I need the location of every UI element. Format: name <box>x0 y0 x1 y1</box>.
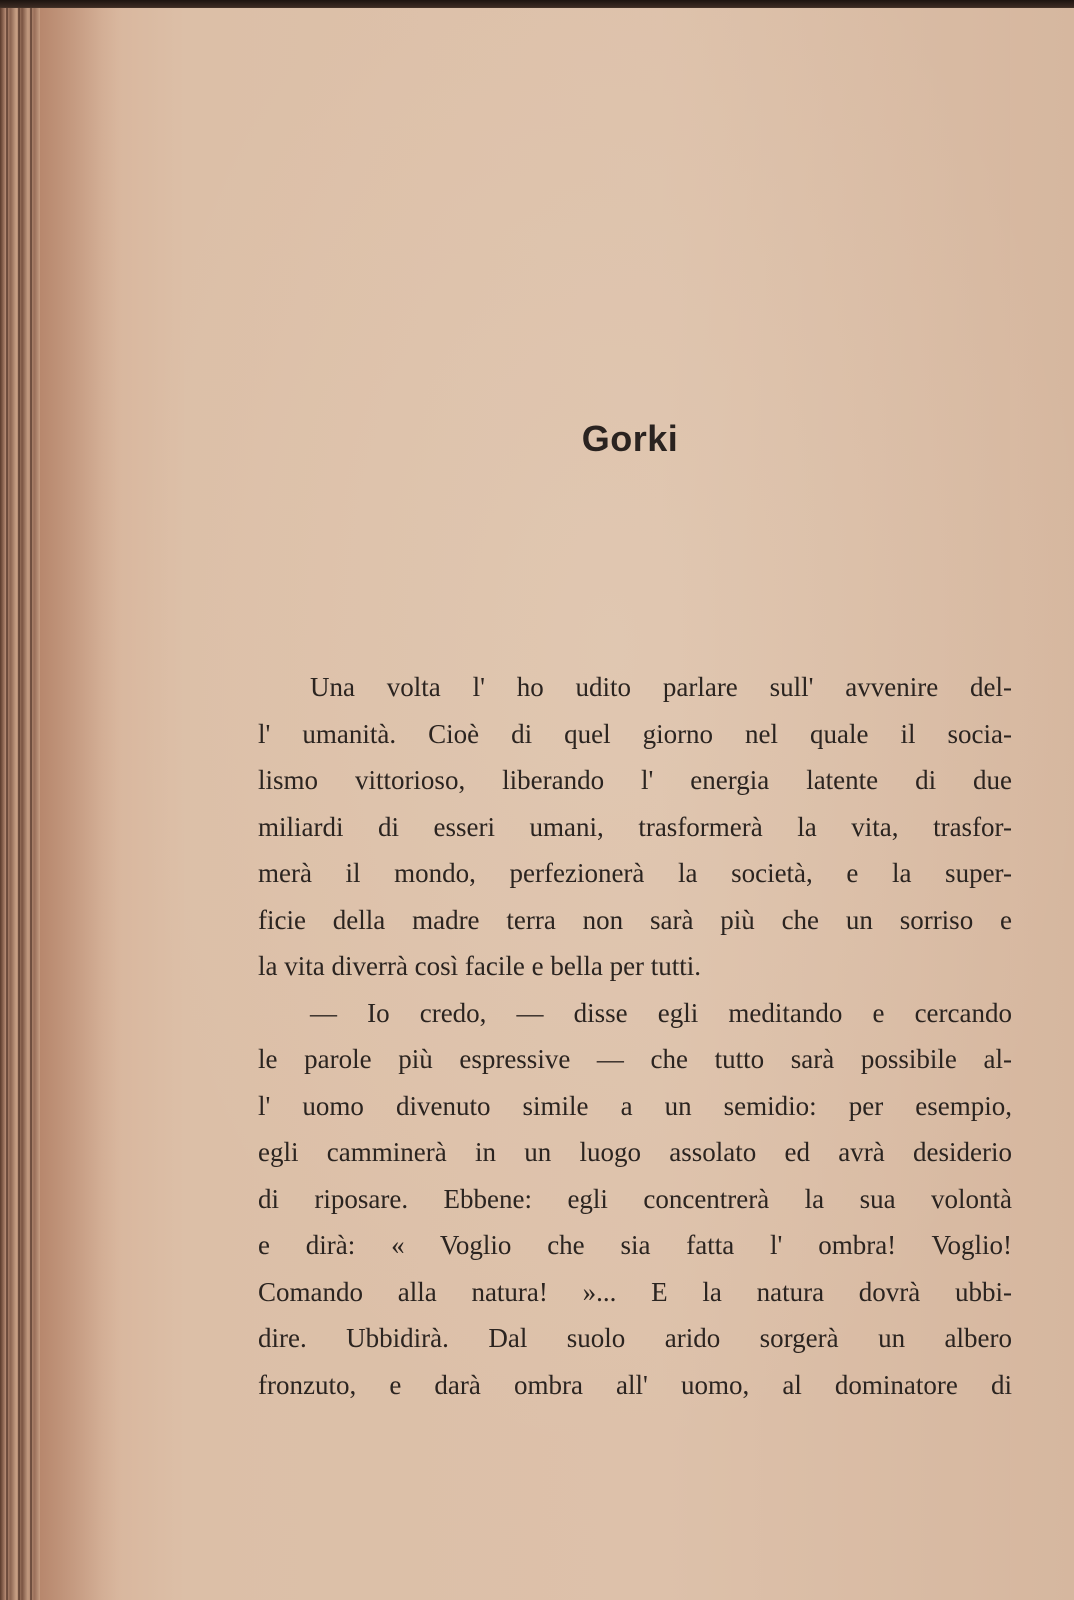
text-line: egli camminerà in un luogo assolato ed avrà desiderio <box>258 1137 1012 1167</box>
text-line: l' uomo divenuto simile a un semidio: per esempio, <box>258 1090 1012 1121</box>
body-text <box>258 664 1012 1408</box>
text-line: merà il mondo, perfezionerà la società, e la super- <box>258 858 1012 888</box>
text-line: miliardi di esseri umani, trasformerà la vita, trasfor- <box>258 811 1012 842</box>
page-title: Gorki <box>581 418 679 459</box>
spine-line <box>18 8 20 1600</box>
text-line: Comando alla natura! »... E la natura dovrà ubbi- <box>258 1276 1012 1307</box>
text-line: Una volta l' ho udito parlare sull' avvenire del- <box>310 672 1012 702</box>
page-gutter-shadow <box>40 8 120 1600</box>
text-line: dire. Ubbidirà. Dal suolo arido sorgerà un albero <box>258 1323 1012 1353</box>
page <box>40 8 1074 1600</box>
text-line: le parole più espressive — che tutto sarà possibile al- <box>258 1044 1012 1074</box>
text-line: fronzuto, e darà ombra all' uomo, al dominatore di <box>258 1369 1012 1400</box>
spine-line <box>6 8 8 1600</box>
text-line: ficie della madre terra non sarà più che un sorriso e <box>258 904 1012 935</box>
text-line: la vita diverrà così facile e bella per tutti. <box>258 951 702 981</box>
text-line: di riposare. Ebbene: egli concentrerà la sua volontà <box>258 1183 1012 1214</box>
text-line: e dirà: « Voglio che sia fatta l' ombra! Voglio! <box>258 1230 1012 1260</box>
spine-line <box>30 8 32 1600</box>
text-line: lismo vittorioso, liberando l' energia latente di due <box>258 765 1012 795</box>
text-line: — Io credo, — disse egli meditando e cercando <box>310 997 1012 1028</box>
text-line: l' umanità. Cioè di quel giorno nel quale il socia- <box>258 718 1012 749</box>
